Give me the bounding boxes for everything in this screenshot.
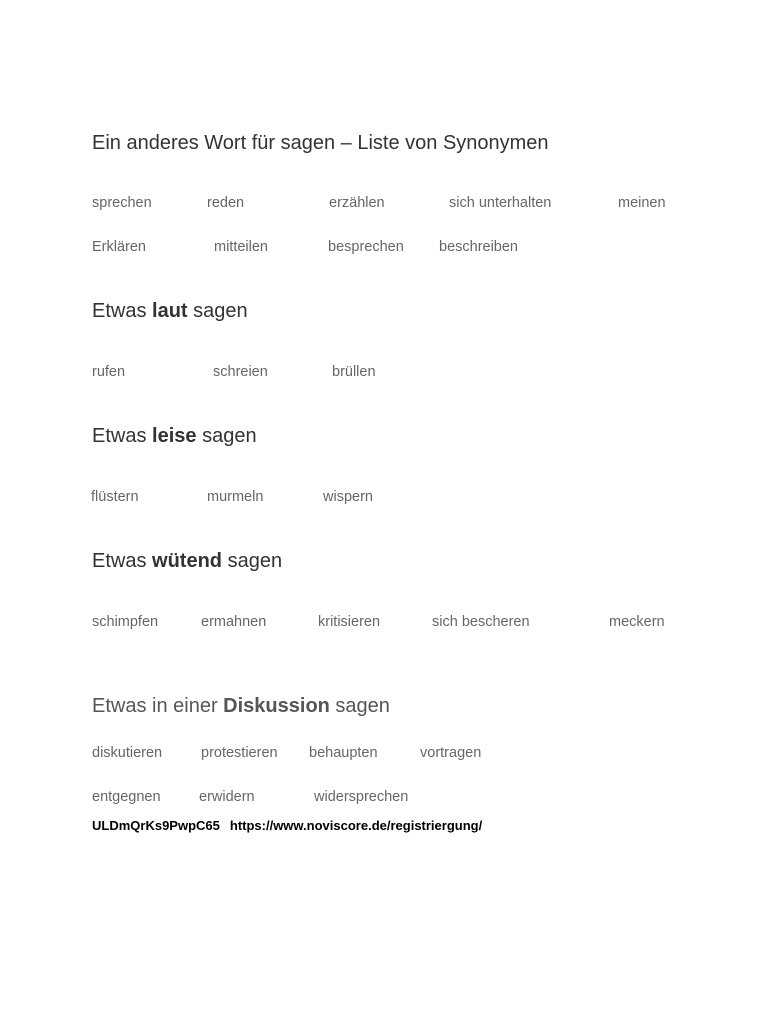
synonym-word: kritisieren <box>318 614 381 630</box>
synonym-word: erzählen <box>329 195 385 211</box>
synonym-word: sich bescheren <box>432 614 530 630</box>
synonym-word: sprechen <box>92 195 152 211</box>
footer-url-link[interactable]: https://www.noviscore.de/registriergung/ <box>229 818 483 833</box>
synonym-word: entgegnen <box>92 789 161 805</box>
synonym-word: meinen <box>618 195 666 211</box>
synonym-word: brüllen <box>332 364 376 380</box>
synonym-word: besprechen <box>328 239 404 255</box>
synonym-word: schreien <box>213 364 268 380</box>
synonym-word: wispern <box>323 489 373 505</box>
synonym-word: vortragen <box>420 745 482 761</box>
section-heading-laut: Etwas laut sagen <box>92 300 248 322</box>
synonym-word: meckern <box>609 614 665 630</box>
section-heading-diskussion: Etwas in einer Diskussion sagen <box>92 695 390 717</box>
synonym-word: rufen <box>92 364 126 380</box>
synonym-word: murmeln <box>207 489 264 505</box>
synonym-word: schimpfen <box>92 614 159 630</box>
footer-code: ULDmQrKs9PwpC65 <box>92 818 220 833</box>
synonym-word: flüstern <box>91 489 139 505</box>
synonym-word: Erklären <box>92 239 146 255</box>
section-heading-wuetend: Etwas wütend sagen <box>92 550 283 572</box>
synonym-word: reden <box>207 195 245 211</box>
synonym-word: beschreiben <box>439 239 518 255</box>
synonym-word: ermahnen <box>201 614 267 630</box>
synonym-word: sich unterhalten <box>449 195 552 211</box>
section-heading-synonyms: Ein anderes Wort für sagen – Liste von Synonymen <box>92 132 549 154</box>
footer-line <box>92 817 482 835</box>
synonym-word: behaupten <box>309 745 378 761</box>
synonym-word: erwidern <box>199 789 255 805</box>
synonym-word: widersprechen <box>314 789 409 805</box>
synonym-word: protestieren <box>201 745 278 761</box>
synonym-word: mitteilen <box>214 239 268 255</box>
synonym-word: diskutieren <box>92 745 163 761</box>
section-heading-leise: Etwas leise sagen <box>92 425 257 447</box>
